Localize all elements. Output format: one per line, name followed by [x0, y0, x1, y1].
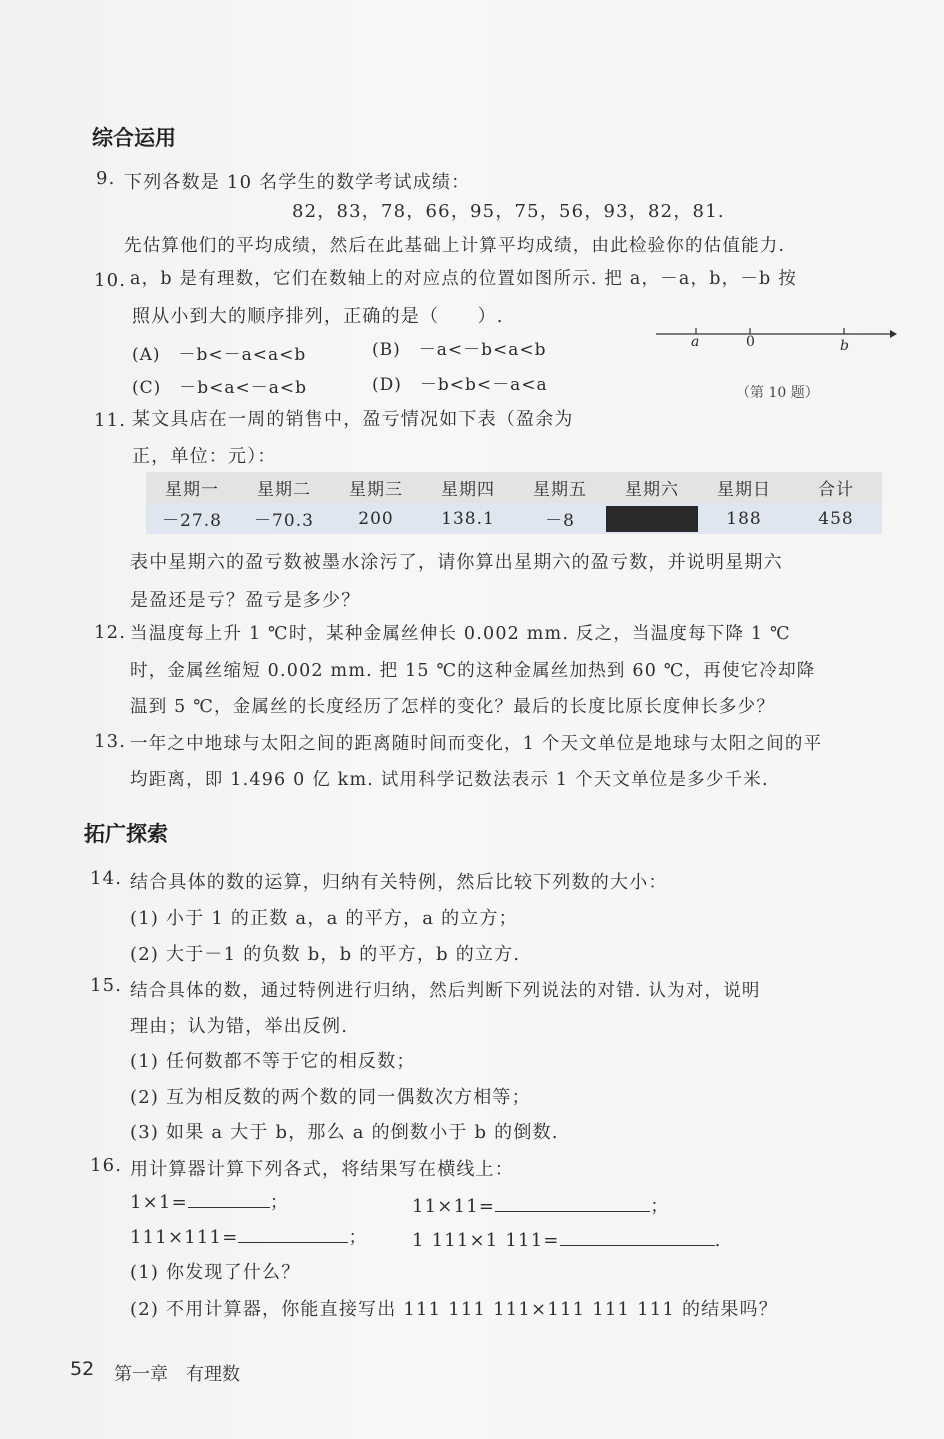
table-header-cell: 星期一	[165, 480, 219, 500]
q14-sub1: (1) 小于 1 的正数 a，a 的平方，a 的立方；	[130, 908, 518, 929]
answer-blank	[495, 1193, 650, 1212]
q15-sub2: (2) 互为相反数的两个数的同一偶数次方相等；	[130, 1087, 531, 1108]
q16-equation-4	[412, 1227, 722, 1251]
section-heading-explore: 拓广探索	[84, 822, 168, 846]
table-value-row	[146, 503, 882, 534]
section-heading-comprehensive: 综合运用	[92, 126, 176, 150]
q12-number: 12.	[94, 622, 127, 643]
q15-line2: 理由；认为错，举出反例.	[130, 1016, 349, 1037]
q12-line2: 时，金属丝缩短 0.002 mm. 把 15 ℃的这种金属丝加热到 60 ℃，再使它冷却降	[130, 661, 816, 681]
table-header-cell: 星期日	[717, 480, 771, 500]
table-value-cell: －27.8	[162, 511, 222, 531]
q9-stem: 下列各数是 10 名学生的数学考试成绩：	[124, 172, 471, 193]
number-line-figure	[652, 322, 898, 362]
q12-line3: 温到 5 ℃，金属丝的长度经历了怎样的变化？最后的长度比原长度伸长多少？	[130, 697, 776, 717]
table-header-cell: 星期六	[625, 480, 679, 500]
q16-number: 16.	[90, 1155, 123, 1176]
q11-line2: 正，单位：元）：	[132, 446, 277, 467]
q16-sub1: (1) 你发现了什么？	[130, 1262, 301, 1283]
q10-option-d: (D) －b<b<－a<a	[372, 375, 548, 395]
profit-loss-table	[146, 472, 882, 534]
equation-separator: .	[714, 1230, 722, 1251]
q12-line1: 当温度每上升 1 ℃时，某种金属丝伸长 0.002 mm. 反之，当温度每下降 1 ℃	[130, 624, 791, 644]
table-value-cell: 188	[726, 508, 762, 529]
q9-number: 9.	[96, 168, 116, 189]
q15-sub3: (3) 如果 a 大于 b，那么 a 的倒数小于 b 的倒数.	[130, 1122, 559, 1143]
q14-sub2: (2) 大于－1 的负数 b，b 的平方，b 的立方.	[130, 944, 521, 965]
table-header-row	[146, 472, 882, 503]
q11-after-line1: 表中星期六的盈亏数被墨水涂污了，请你算出星期六的盈亏数，并说明星期六	[130, 552, 783, 573]
answer-blank	[238, 1224, 348, 1243]
q11-after-line2: 是盈还是亏？盈亏是多少？	[130, 590, 361, 611]
q13-line2: 均距离，即 1.496 0 亿 km. 试用科学记数法表示 1 个天文单位是多少千米.	[130, 770, 769, 790]
equation-text: 111×111=	[130, 1227, 239, 1248]
table-header-cell: 星期四	[441, 480, 495, 500]
number-line-label-a: a	[691, 334, 700, 350]
q13-line1: 一年之中地球与太阳之间的距离随时间而变化，1 个天文单位是地球与太阳之间的平	[130, 734, 823, 754]
answer-blank	[188, 1189, 270, 1208]
q15-line1: 结合具体的数，通过特例进行归纳，然后判断下列说法的对错. 认为对，说明	[130, 981, 761, 1001]
q15-sub1: (1) 任何数都不等于它的相反数；	[130, 1051, 416, 1072]
q10-number: 10.	[94, 270, 127, 291]
q16-equation-2	[412, 1192, 669, 1218]
q10-option-b: (B) －a<－b<a<b	[372, 340, 547, 360]
number-line-arrow	[890, 330, 897, 338]
q11-line1: 某文具店在一周的销售中，盈亏情况如下表（盈余为	[132, 409, 574, 430]
q14-line1: 结合具体的数的运算，归纳有关特例，然后比较下列数的大小：	[130, 872, 668, 893]
q10-line2: 照从小到大的顺序排列，正确的是（ ）.	[132, 306, 504, 327]
q10-line1: a，b 是有理数，它们在数轴上的对应点的位置如图所示. 把 a，－a，b，－b 按	[130, 269, 797, 289]
table-header-cell: 星期五	[533, 480, 587, 500]
table-value-cell: 138.1	[441, 508, 495, 529]
page-number: 52	[70, 1358, 95, 1380]
answer-blank	[560, 1227, 715, 1246]
chapter-title: 第一章 有理数	[114, 1364, 240, 1385]
q14-number: 14.	[90, 868, 123, 889]
table-header-cell: 星期二	[257, 480, 311, 500]
table-value-cell: 200	[358, 508, 394, 529]
equation-separator: ；	[269, 1192, 290, 1213]
table-value-cell: 458	[818, 508, 854, 529]
q16-equation-1	[130, 1188, 289, 1214]
figure-caption-q10: （第 10 题）	[736, 385, 819, 401]
equation-text: 1 111×1 111=	[412, 1230, 560, 1251]
q13-number: 13.	[94, 731, 127, 752]
table-value-cell: －70.3	[254, 511, 314, 531]
q15-number: 15.	[90, 975, 123, 996]
table-value-cell-ink-blot	[606, 503, 698, 534]
q10-option-c: (C) －b<a<－a<b	[132, 378, 308, 398]
q10-option-a: (A) －b<－a<a<b	[132, 345, 307, 365]
q16-equation-3	[130, 1223, 368, 1249]
number-line-label-zero: 0	[746, 334, 755, 350]
q9-scores: 82，83，78，66，95，75，56，93，82，81.	[292, 201, 725, 222]
number-line-label-b: b	[840, 338, 849, 354]
table-header-cell: 星期三	[349, 480, 403, 500]
table-header-cell: 合计	[818, 480, 854, 500]
table-value-cell: －8	[545, 511, 575, 531]
q9-task: 先估算他们的平均成绩，然后在此基础上计算平均成绩，由此检验你的估值能力.	[124, 236, 786, 256]
equation-separator: ；	[650, 1196, 670, 1217]
equation-separator: ；	[348, 1227, 368, 1248]
q16-sub2: (2) 不用计算器，你能直接写出 111 111 111×111 111 111 的结果吗？	[130, 1299, 778, 1320]
q11-number: 11.	[94, 410, 127, 431]
ink-blot	[606, 506, 698, 532]
equation-text: 11×11=	[412, 1196, 496, 1217]
equation-text: 1×1=	[130, 1192, 188, 1213]
q16-line1: 用计算器计算下列各式，将结果写在横线上：	[130, 1159, 514, 1180]
